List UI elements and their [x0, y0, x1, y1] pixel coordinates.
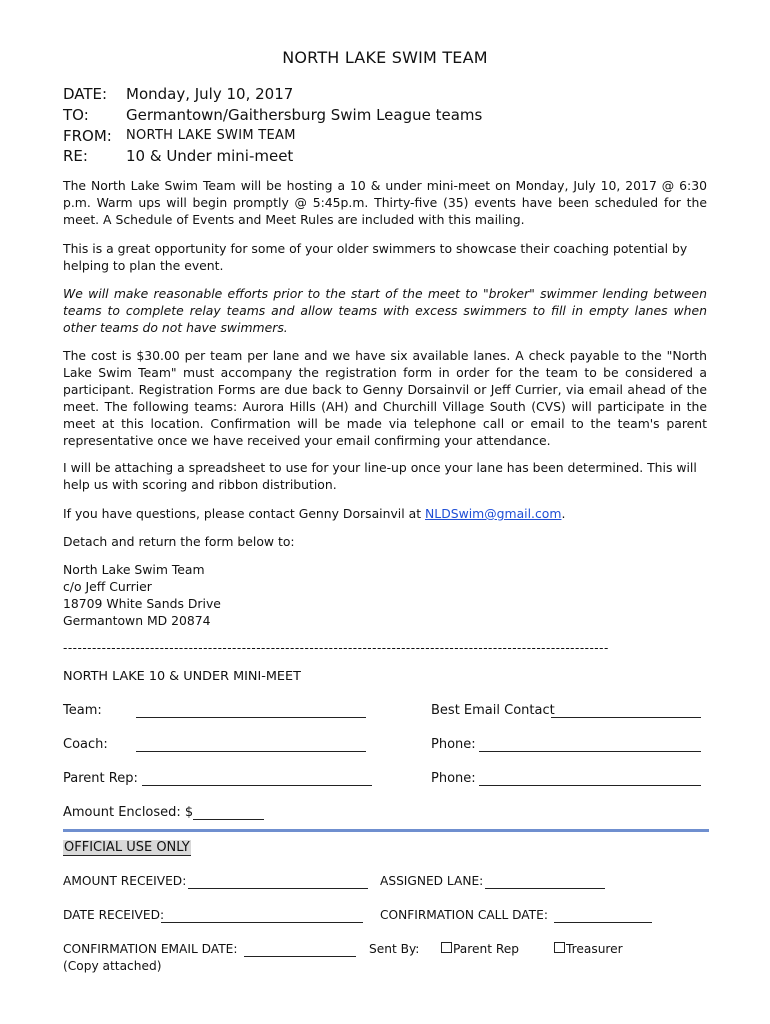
confirmation-call-label: CONFIRMATION CALL DATE:: [380, 908, 548, 922]
memo-date-label: DATE:: [63, 85, 108, 103]
memo-re-value: 10 & Under mini-meet: [126, 147, 294, 165]
document-title: NORTH LAKE SWIM TEAM: [282, 48, 488, 67]
memo-to-label: TO:: [63, 106, 89, 124]
official-use-header: OFFICIAL USE ONLY: [64, 840, 190, 855]
section-divider: [63, 829, 709, 832]
date-received-label: DATE RECEIVED:: [63, 908, 165, 922]
parent-rep-field[interactable]: [142, 771, 372, 790]
parent-rep-phone-field[interactable]: [479, 771, 701, 790]
address-line: Germantown MD 20874: [63, 613, 211, 628]
parent-rep-phone-label: Phone:: [431, 771, 476, 786]
date-received-field[interactable]: [161, 908, 363, 927]
sent-by-label: Sent By:: [369, 942, 420, 956]
coach-field[interactable]: [136, 737, 366, 756]
paragraph-meet-details: The North Lake Swim Team will be hosting a 10 & under mini-meet on Monday, July 10, 2017 @ 6:30 p.m. Warm ups will begin promptly @ 5:45p.m. Thirty-five (35) events have been scheduled for the meet. A Schedule of Events and Meet Rules are included with this mailing.: [63, 178, 707, 227]
team-label: Team:: [63, 703, 102, 718]
address-line: c/o Jeff Currier: [63, 579, 152, 594]
amount-enclosed-label: Amount Enclosed: $: [63, 805, 194, 820]
amount-received-field[interactable]: [188, 874, 368, 893]
assigned-lane-field[interactable]: [485, 874, 605, 893]
copy-attached-note: (Copy attached): [63, 959, 162, 973]
confirmation-email-field[interactable]: [244, 942, 356, 961]
team-field[interactable]: [136, 703, 366, 722]
amount-enclosed-field[interactable]: [193, 805, 264, 824]
coach-phone-label: Phone:: [431, 737, 476, 752]
paragraph-contact: If you have questions, please contact Genny Dorsainvil at NLDSwim@gmail.com.: [63, 506, 566, 521]
address-line: North Lake Swim Team: [63, 562, 205, 577]
form-title: NORTH LAKE 10 & UNDER MINI-MEET: [63, 669, 301, 684]
checkbox-icon: [441, 942, 452, 953]
parent-rep-checkbox[interactable]: Parent Rep: [441, 942, 519, 956]
confirmation-call-field[interactable]: [554, 908, 652, 927]
paragraph-broker-swimmers: We will make reasonable efforts prior to the start of the meet to "broker" swimmer lending between teams to complete relay teams and allow teams with excess swimmers to fill in empty lanes when other teams do not have swimmers.: [63, 286, 707, 335]
paragraph-cost-registration: The cost is $30.00 per team per lane and we have six available lanes. A check payable to the "North Lake Swim Team" must accompany the registration form in order for the team to be considered a participant. Registration Forms are due back to Genny Dorsainvil or Jeff Currier, via email ahead of the meet. The following teams: Aurora Hills (AH) and Churchill Village South (CVS) will participate in the meet at this location. Confirmation will be made via telephone call or email to the team's parent representative once we have received your email confirming your attendance.: [63, 348, 707, 448]
mailing-address: [63, 561, 221, 629]
checkbox-icon: [554, 942, 565, 953]
best-email-field[interactable]: [551, 703, 701, 722]
best-email-label: Best Email Contact: [431, 703, 555, 718]
amount-received-label: AMOUNT RECEIVED:: [63, 874, 187, 888]
paragraph-spreadsheet: I will be attaching a spreadsheet to use for your line-up once your lane has been determined. This will help us with scoring and ribbon distribution.: [63, 460, 697, 492]
confirmation-email-label: CONFIRMATION EMAIL DATE:: [63, 942, 238, 956]
paragraph-detach: Detach and return the form below to:: [63, 534, 295, 549]
address-line: 18709 White Sands Drive: [63, 596, 221, 611]
parent-rep-label: Parent Rep:: [63, 771, 138, 786]
treasurer-checkbox[interactable]: Treasurer: [554, 942, 623, 956]
coach-label: Coach:: [63, 737, 108, 752]
paragraph-opportunity: This is a great opportunity for some of your older swimmers to showcase their coaching potential by helping to plan the event.: [63, 241, 688, 273]
memo-from-value: NORTH LAKE SWIM TEAM: [126, 128, 296, 143]
memo-to-value: Germantown/Gaithersburg Swim League teams: [126, 106, 483, 124]
detach-dashed-line: -----------------------------------------------------------------------------------------------------------------: [63, 641, 609, 655]
coach-phone-field[interactable]: [479, 737, 701, 756]
memo-from-label: FROM:: [63, 127, 112, 145]
contact-email-link[interactable]: NLDSwim@gmail.com: [425, 506, 562, 521]
memo-re-label: RE:: [63, 147, 88, 165]
assigned-lane-label: ASSIGNED LANE:: [380, 874, 484, 888]
memo-date-value: Monday, July 10, 2017: [126, 85, 294, 103]
